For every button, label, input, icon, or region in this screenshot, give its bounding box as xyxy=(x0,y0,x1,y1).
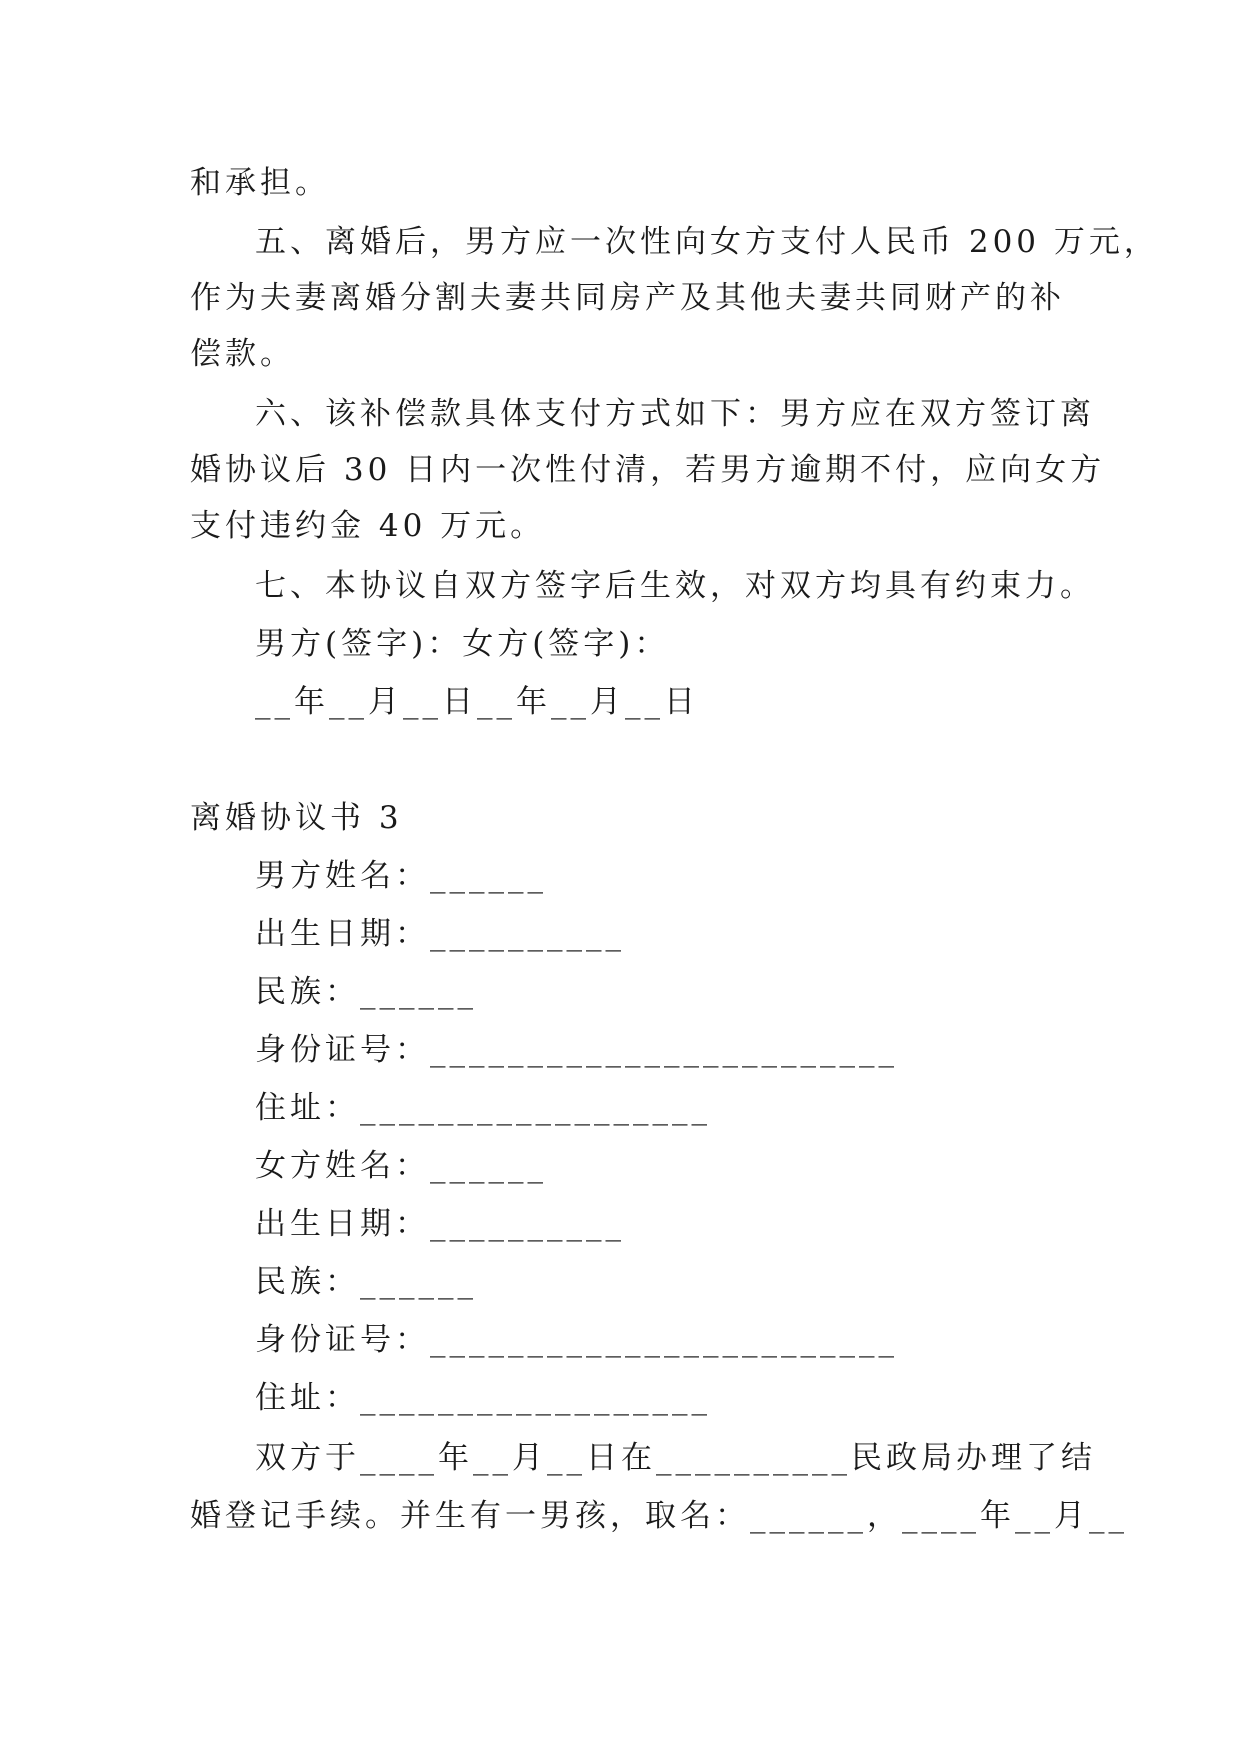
date-line: __年__月__日__年__月__日 xyxy=(255,684,699,720)
male-name-field: 男方姓名：______ xyxy=(255,858,547,894)
marriage-paragraph-line: 双方于____年__月__日在__________民政局办理了结 xyxy=(255,1440,1096,1476)
female-ethnicity-field: 民族：______ xyxy=(255,1264,477,1300)
female-birth-field: 出生日期：__________ xyxy=(255,1206,625,1242)
male-id-field: 身份证号：________________________ xyxy=(255,1032,898,1068)
paragraph-line: 和承担。 xyxy=(190,165,330,201)
clause-7: 七、本协议自双方签字后生效，对双方均具有约束力。 xyxy=(255,568,1095,604)
clause-6-line: 支付违约金 40 万元。 xyxy=(190,508,546,544)
female-address-field: 住址：__________________ xyxy=(255,1380,711,1416)
female-name-field: 女方姓名：______ xyxy=(255,1148,547,1184)
female-id-field: 身份证号：________________________ xyxy=(255,1322,898,1358)
section-title: 离婚协议书 3 xyxy=(190,800,403,836)
male-address-field: 住址：__________________ xyxy=(255,1090,711,1126)
male-birth-field: 出生日期：__________ xyxy=(255,916,625,952)
clause-5-line: 五、离婚后，男方应一次性向女方支付人民币 200 万元， xyxy=(255,224,1159,260)
signature-line: 男方(签字)：女方(签字)： xyxy=(255,626,670,662)
male-ethnicity-field: 民族：______ xyxy=(255,974,477,1010)
clause-6-line: 婚协议后 30 日内一次性付清，若男方逾期不付，应向女方 xyxy=(190,452,1106,488)
clause-5-line: 偿款。 xyxy=(190,336,295,372)
marriage-paragraph-line: 婚登记手续。并生有一男孩，取名：______，____年__月__ xyxy=(190,1498,1128,1534)
clause-6-line: 六、该补偿款具体支付方式如下：男方应在双方签订离 xyxy=(255,396,1095,432)
clause-5-line: 作为夫妻离婚分割夫妻共同房产及其他夫妻共同财产的补 xyxy=(190,280,1065,316)
